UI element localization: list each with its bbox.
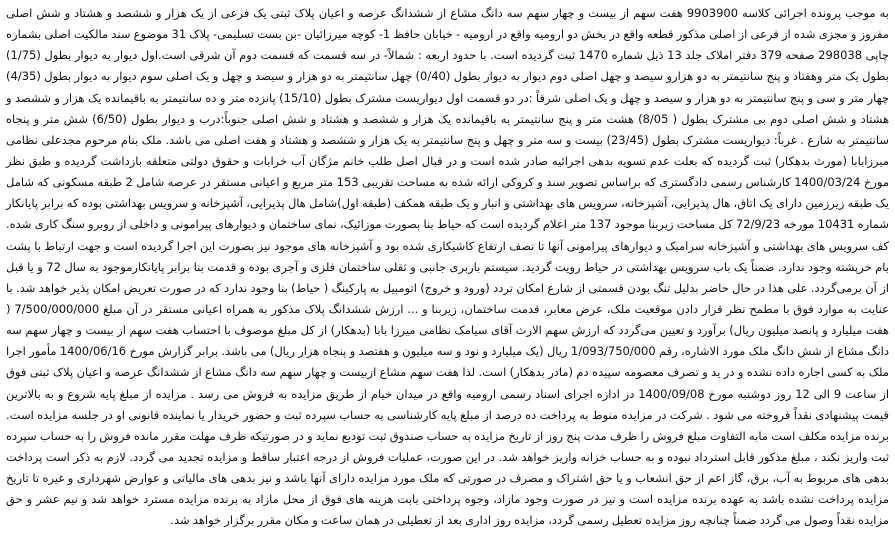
notice-body-text: به موجب پرونده اجرائی کلاسه 9903900 هفت سهم از بیست و چهار سهم سه دانگ مشاع از ششدانگ عرصه و اعیان پلاک ثبتی یک فرعی از یک هزار و ششصد و هشتاد و شش اصلی مفروز و مجزی شده از فرعی از اصلی مذکور قطعه واقع در بخش دو ارومیه واقع در ارومیه - خیابان حافظ 1- کوچه میرزائیان -بن بست تسلیمی- پلاک 31 موضوع سند مالکیت اصلی بشماره چاپی 298038 صفحه 379 دفتر املاک جلد 13 ذیل شماره 1470 ثبت گردیده است. با حدود اربعه : شمالاً- در سه قسمت که قسمت دوم آن شرقی است.اول دیوار به دیوار بطول (1/75) بطول یک متر وهفتاد و پنج سانتیمتر به دو هزارو سیصد و چهل اصلی دوم دیوار به دیوار بطول (0/40) چهل سانتیمتر به دو هزار و سیصد و چهل و یک اصلی سوم دیوار به دیوار بطول (4/35) چهار متر و سی و پنج سانتیمتر به دو هزار و سیصد و چهل و یک اصلی شرقاً :در دو قسمت اول دیواریست مشترک بطول (15/10) پانزده متر و ده سانتیمتر به باقیمانده یک هزار و ششصد و هشتاد و شش اصلی دوم بی مشترک بطول ( 8/05) هشت متر و پنج سانتیمتر به باقیمانده یک هزار و ششصد و هشتاد و شش اصلی جنوباً:درب و دیوار بطول (6/50) شش متر و پنجاه سانتیمتر به شارع . غرباً: دیواریست مشترک بطول (23/45) بیست و سه متر و چهل و پنج سانتیمتر به یک هزار و ششصد و هشتاد و هفت اصلی می باشد. ملک بنام مرحوم مجدعلی نظامی میرزابابا (مورث بدهکار) ثبت گردیده که بعلت عدم تسویه بدهی اجرائیه صادر شده است و در قبال اصل طلب خانم مژگان آب خرابات و حقوق دولتی متعلقه بازداشت گردیده و طبق نظر مورخ 1400/03/24 کارشناس رسمی دادگستری که براساس تصویر سند و کروکی ارائه شده به مساحت تقریبی 153 متر مربع و اعیانی مستقر در عرصه شامل 2 طبقه مسکونی که شامل یک طبقه زیرزمین دارای یک اتاق، هال پذیرایی، آشپزخانه، سرویس های بهداشتی و انبار و یک طبقه همکف (طبقه اول)شامل هال پذیرایی، آشپزخانه و سرویس بهداشتی بوده که برابر پایانکار شماره 10431 مورخه 72/9/23 کل مساحت زیربنا موجود 137 متر اعلام گردیده است که حیاط بنا بصورت موزائیک، نمای ساختمان و دیوارهای پیرامونی و داخلی از روبرو سنگ کاری شده. کف سرویس های بهداشتی و آشپزخانه سرامیک و دیوارهای پیرامونی آنها تا نصف ارتفاع کاشیکاری شده بود و آشپزخانه های موجود نیز بصورت این اجرا گردیده است و جهت ارتباط با پشت بام خرپشته وجود ندارد. ضمناً یک باب سرویس بهداشتی در حیاط رویت گردید. سیستم باربری جانبی و ثقلی ساختمان فلزی و آجری بوده و قدمت بنا برابر پایانکارموجود به سال 72 و یا قبل از آن برمی‌گردد. علی هذا در حال حاضر بدلیل تنگ بودن قسمتی از شارع امکان تردد (ورود و خروج) اتومبیل به پارکینگ ( حیاط) بنا وجود ندارد که در صورت تعریض امکان پذیر خواهد شد. با عنایت به موارد فوق با مطمح نظر قرار دادن موقعیت ملک، عرض معابر، قدمت ساختمان، زیربنا و ... ارزش ششدانگ پلاک مذکور به همراه اعیانی مستقر در آن مبلغ 7/500/000/000 ( هفت میلیارد و پانصد میلیون ریال) برآورد و تعیین می‌گردد که ارزش سهم الارث آقای سیامک نظامی میرزا بابا (بدهکار) از کل مبلغ موصوف با احتساب هفت سهم از بیست و چهار سهم سه دانگ مشاع از شش دانگ ملک مورد الاشاره، رقم 1/093/750/000 ریال (یک میلیارد و نود و سه میلیون و هفتصد و پنجاه هزار ریال) می باشد. برابر گزارش مورخ 1400/06/16 مأمور اجرا ملک به کسی اجاره داده نشده و در ید و تصرف معصومه سپیده دم (مادر بدهکار) است. لذا هفت سهم مشاع ازبیست و چهار سهم سه دانگ مشاع از ششدانگ عرصه و اعیان پلاک ثبتی فوق از ساعت 9 الی 12 روز دوشنبه مورخ 1400/09/08 در اداره اجرای اسناد رسمی ارومیه واقع در میدان خیام از طریق مزایده به فروش می رسد . مزایده از مبلغ پایه شروع و به بالاترین قیمت پیشنهادی نقداً فروخته می شود . شرکت در مزایده منوط به پرداخت ده درصد از مبلغ پایه کارشناسی به حساب سپرده ثبت و حضور خریدار یا نماینده قانونی او در جلسه مزایده است. برنده مزایده مکلف است مابه التفاوت مبلغ فروش را ظرف مدت پنج روز از تاریخ مزایده به حساب صندوق ثبت تودیع نماید و در صورتیکه ظرف مهلت مقرر مانده فروش را به حساب سپرده ثبت واریز نکند ، مبلغ مذکور قابل استرداد نبوده و به حساب خزانه واریز خواهد شد. در این صورت، عملیات فروش از درجه اعتبار ساقط و مزایده تجدید می گردد. لازم به ذکر است پرداخت بدهی های مربوط به آب، برق، گاز اعم از حق انشعاب و یا حق اشتراک و مصرف در صورتی که ملک مورد مزایده دارای آنها باشد و نیز بدهی های مالیاتی و عوارض شهرداری و غیره تا تاریخ مزایده پرداخت نشده باشد به عهده برنده مزایده است و نیز در صورت وجود مازاد، وجوه پرداختی بابت هزینه های فوق از محل مازاد به برنده مزایده مسترد خواهد شد و نیم عشر و حق مزایده نقداً وصول می گردد ضمناً چنانچه روز مزایده تعطیل رسمی گردد، مزایده روز اداری بعد از تعطیلی در همان ساعت و مکان مقرر برگزار خواهد شد. bbox=[6, 6, 890, 528]
